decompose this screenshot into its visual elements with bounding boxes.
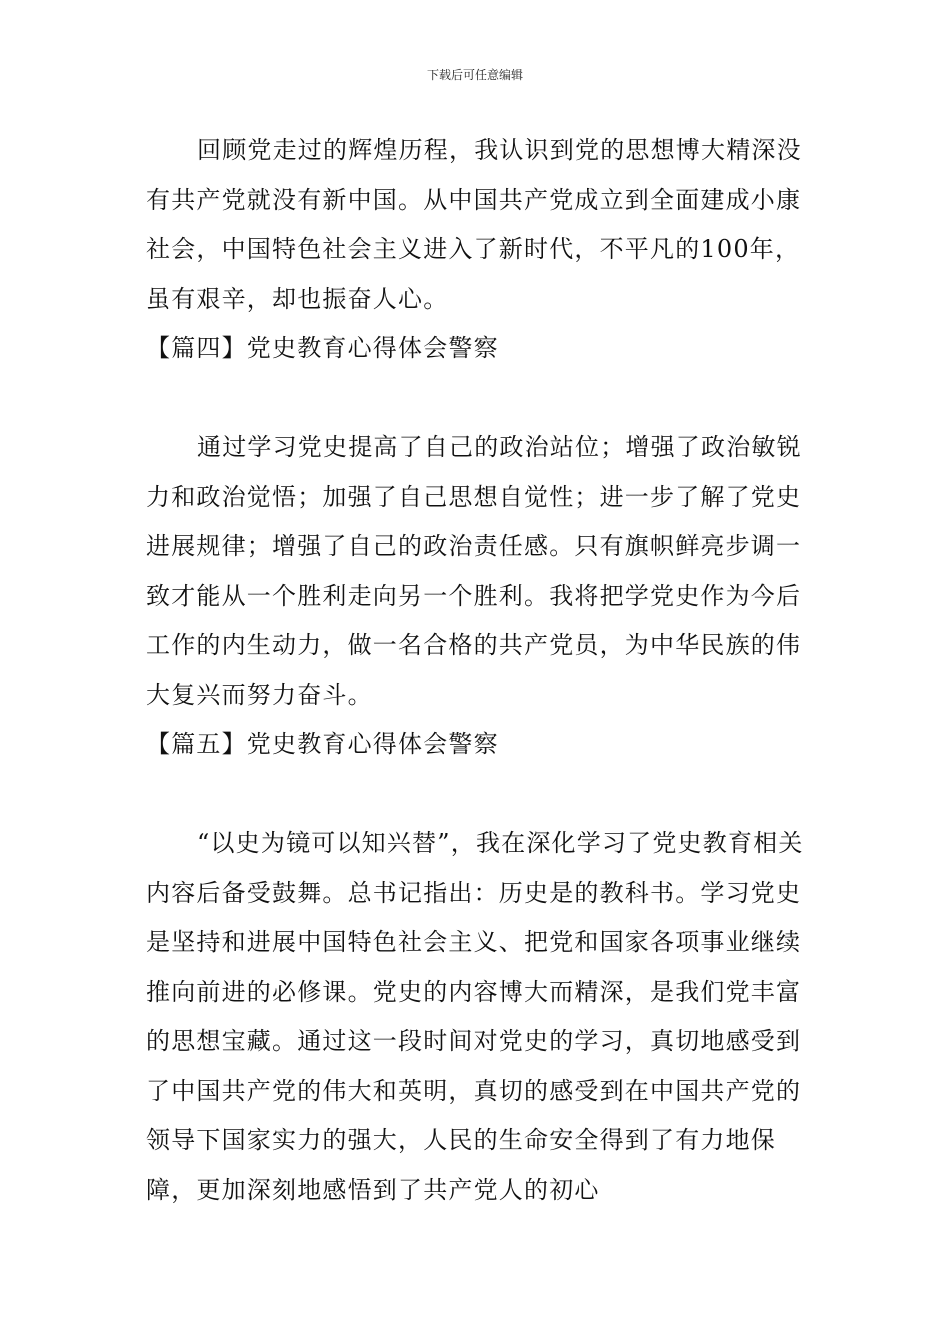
section4-heading: 【篇四】党史教育心得体会警察 xyxy=(146,334,499,362)
page-header: 下载后可任意编辑 xyxy=(426,68,523,82)
section5-paragraph: “以史为镜可以知兴替”，我在深化学习了党史教育相关内容后备受鼓舞。总书记指出：历史是的教科书。学习党史是坚持和进展中国特色社会主义、把党和国家各项事业继续推向前进的必修课。党史的内容博大而精深，是我们党丰富的思想宝藏。通过这一段时间对党史的学习，真切地感受到了中国共产党的伟大和英明，真切的感受到在中国共产党的领导下国家实力的强大，人民的生命安全得到了有力地保障，更加深刻地感悟到了共产党人的初心 xyxy=(146,829,804,1204)
section3-paragraph: 回顾党走过的辉煌历程，我认识到党的思想博大精深没有共产党就没有新中国。从中国共产党成立到全面建成小康社会，中国特色社会主义进入了新时代，不平凡的100年，虽有艰辛，却也振奋人心。 xyxy=(146,136,802,313)
section4-paragraph: 通过学习党史提高了自己的政治站位；增强了政治敏锐力和政治觉悟；加强了自己思想自觉性；进一步了解了党史进展规律；增强了自己的政治责任感。只有旗帜鲜亮步调一致才能从一个胜利走向另一个胜利。我将把学党史作为今后工作的内生动力，做一名合格的共产党员，为中华民族的伟大复兴而努力奋斗。 xyxy=(146,433,802,709)
section4-body xyxy=(146,423,806,770)
section5-body xyxy=(146,819,806,1215)
section3-continuation xyxy=(146,126,806,374)
section5-heading: 【篇五】党史教育心得体会警察 xyxy=(146,730,499,758)
